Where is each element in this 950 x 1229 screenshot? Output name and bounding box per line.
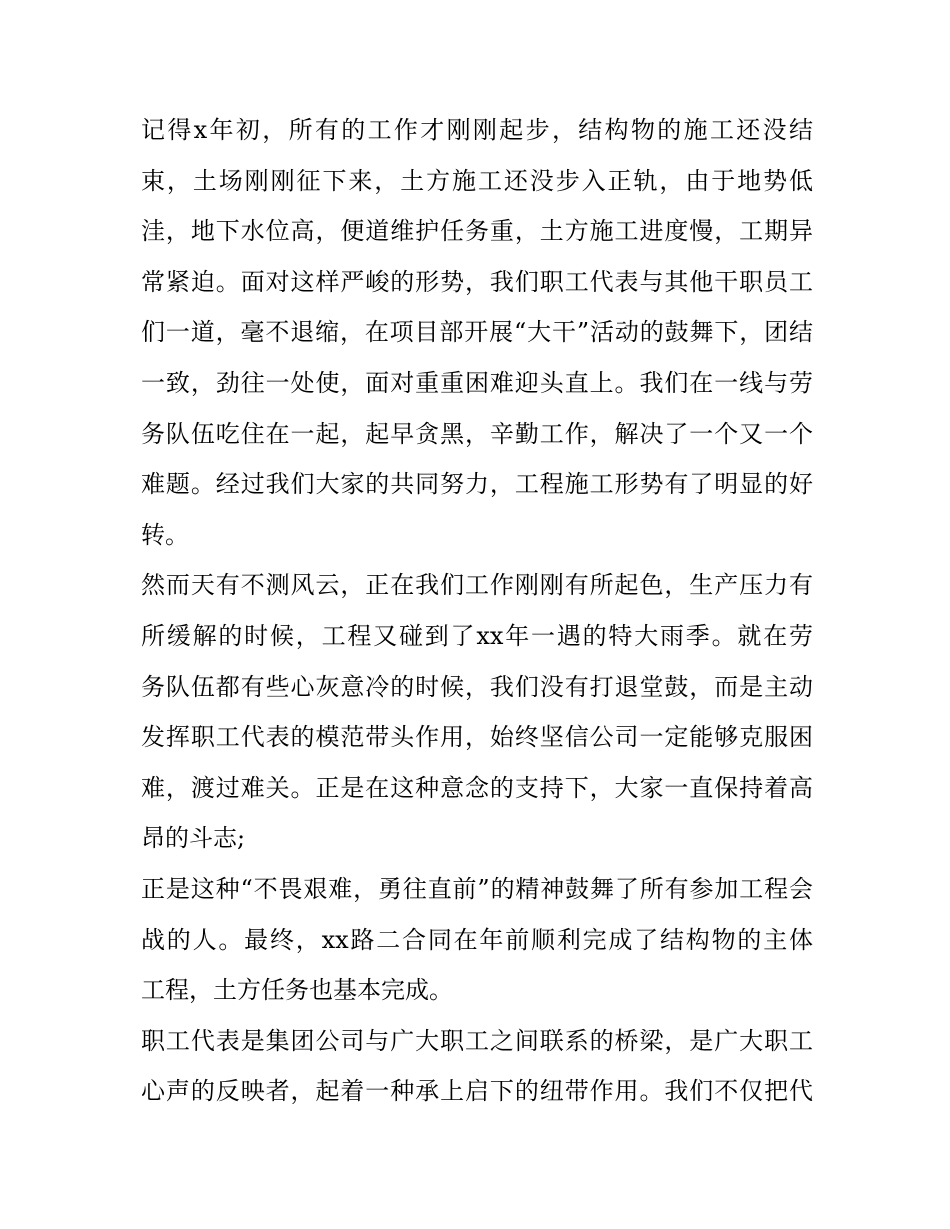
text-line: 务队伍吃住在一起，起早贪黑，辛勤工作，解决了一个又一个 [141,419,813,448]
text-line: 们一道，毫不退缩，在项目部开展“大干”活动的鼓舞下，团结 [141,318,813,347]
paragraph-1 [141,105,813,560]
text-line: 正是这种“不畏艰难，勇往直前”的精神鼓舞了所有参加工程会 [141,874,813,903]
text-line: 职工代表是集团公司与广大职工之间联系的桥梁，是广大职工 [141,1026,813,1055]
text-line: 昂的斗志; [141,824,246,853]
text-line: 发挥职工代表的模范带头作用，始终坚信公司一定能够克服困 [141,723,813,752]
paragraph-2 [141,560,813,864]
text-line: 然而天有不测风云，正在我们工作刚刚有所起色，生产压力有 [141,571,813,600]
text-line: 束，土场刚刚征下来，土方施工还没步入正轨，由于地势低 [141,166,813,195]
text-line: 所缓解的时候，工程又碰到了xx年一遇的特大雨季。就在劳 [141,621,813,650]
paragraph-4 [141,1016,813,1117]
text-line: 记得x年初，所有的工作才刚刚起步，结构物的施工还没结 [141,116,813,144]
text-line: 难，渡过难关。正是在这种意念的支持下，大家一直保持着高 [141,773,813,802]
text-line: 洼，地下水位高，便道维护任务重，土方施工进度慢，工期异 [141,217,813,246]
document-body [141,105,813,1117]
text-line: 难题。经过我们大家的共同努力，工程施工形势有了明显的好 [141,470,813,499]
text-line: 战的人。最终，xx路二合同在年前顺利完成了结构物的主体 [141,925,813,954]
text-line: 务队伍都有些心灰意冷的时候，我们没有打退堂鼓，而是主动 [141,672,813,701]
text-line: 常紧迫。面对这样严峻的形势，我们职工代表与其他干职员工 [141,267,813,296]
paragraph-3 [141,864,813,1016]
text-line: 工程，土方任务也基本完成。 [141,976,453,1005]
text-line: 一致，劲往一处使，面对重重困难迎头直上。我们在一线与劳 [141,368,813,397]
text-line: 心声的反映者，起着一种承上启下的纽带作用。我们不仅把代 [141,1077,813,1106]
text-line: 转。 [141,520,189,549]
